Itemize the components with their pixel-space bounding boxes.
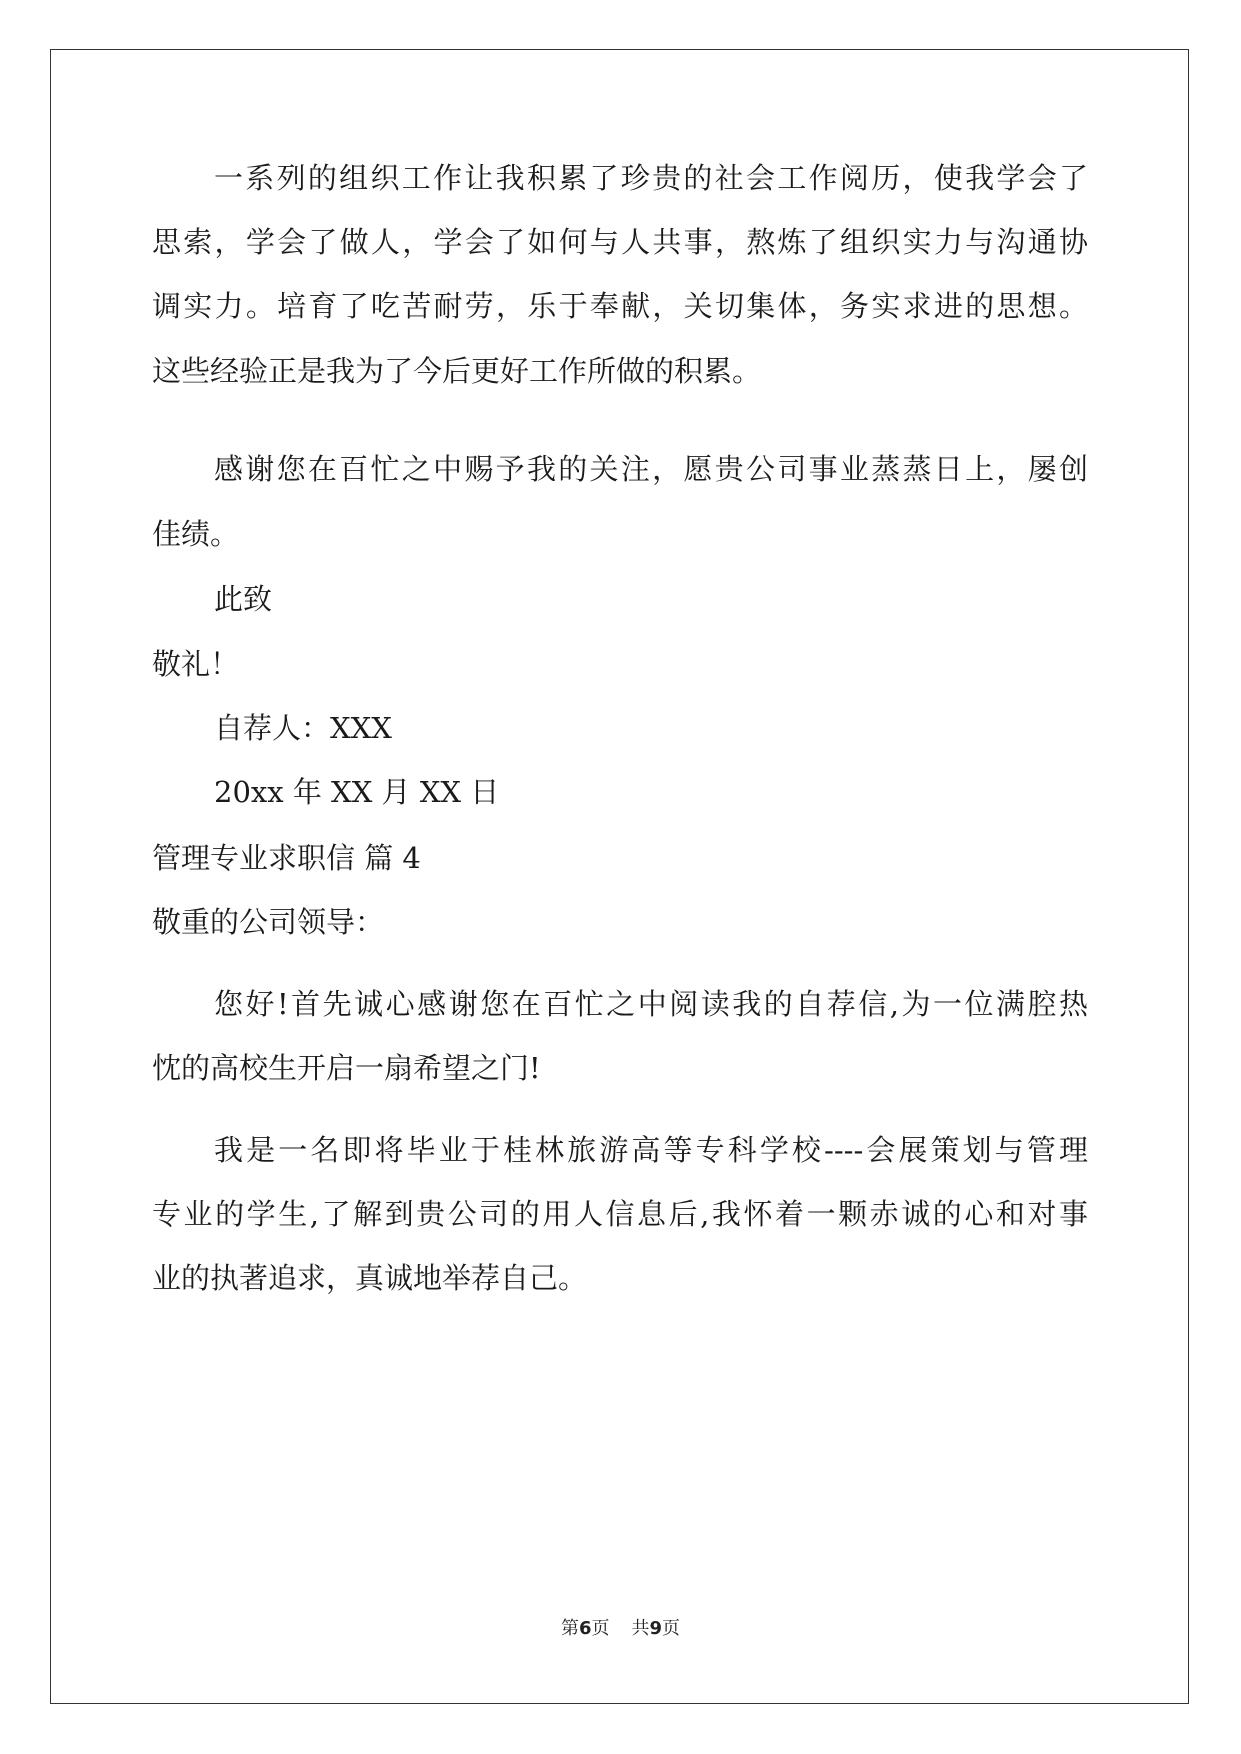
greeting-line: 敬重的公司领导： — [152, 905, 385, 939]
paragraph-line: 专业的学生,了解到贵公司的用人信息后,我怀着一颗赤诚的心和对事 — [152, 1197, 1088, 1231]
date-line: 20xx 年 XX 月 XX 日 — [214, 775, 500, 809]
paragraph-line: 一系列的组织工作让我积累了珍贵的社会工作阅历，使我学会了 — [214, 161, 1088, 195]
page-number: 6 — [578, 1618, 592, 1639]
paragraph-line: 佳绩。 — [152, 517, 240, 551]
paragraph-line: 忱的高校生开启一扇希望之门! — [152, 1051, 541, 1085]
page-total: 9 — [649, 1618, 663, 1639]
salutation-line: 敬礼！ — [152, 647, 240, 681]
paragraph-line: 感谢您在百忙之中赐予我的关注，愿贵公司事业蒸蒸日上，屡创 — [214, 452, 1088, 486]
page-suffix: 页 — [591, 1618, 610, 1639]
section-heading: 管理专业求职信 篇 4 — [152, 841, 421, 875]
page-footer — [0, 1617, 1241, 1641]
total-prefix: 共 — [631, 1618, 650, 1639]
paragraph-line: 我是一名即将毕业于桂林旅游高等专科学校----会展策划与管理 — [214, 1133, 1088, 1167]
paragraph-line: 这些经验正是我为了今后更好工作所做的积累。 — [152, 354, 762, 388]
closing-phrase: 此致 — [214, 582, 273, 616]
total-suffix: 页 — [662, 1618, 681, 1639]
signature-line: 自荐人：XXX — [214, 711, 392, 745]
paragraph-line: 您好!首先诚心感谢您在百忙之中阅读我的自荐信,为一位满腔热 — [214, 987, 1088, 1021]
paragraph-line: 调实力。培育了吃苦耐劳，乐于奉献，关切集体，务实求进的思想。 — [152, 289, 1088, 323]
paragraph-line: 思索，学会了做人，学会了如何与人共事，熬炼了组织实力与沟通协 — [152, 225, 1088, 259]
paragraph-line: 业的执著追求，真诚地举荐自己。 — [152, 1261, 588, 1295]
page-prefix: 第 — [560, 1618, 579, 1639]
